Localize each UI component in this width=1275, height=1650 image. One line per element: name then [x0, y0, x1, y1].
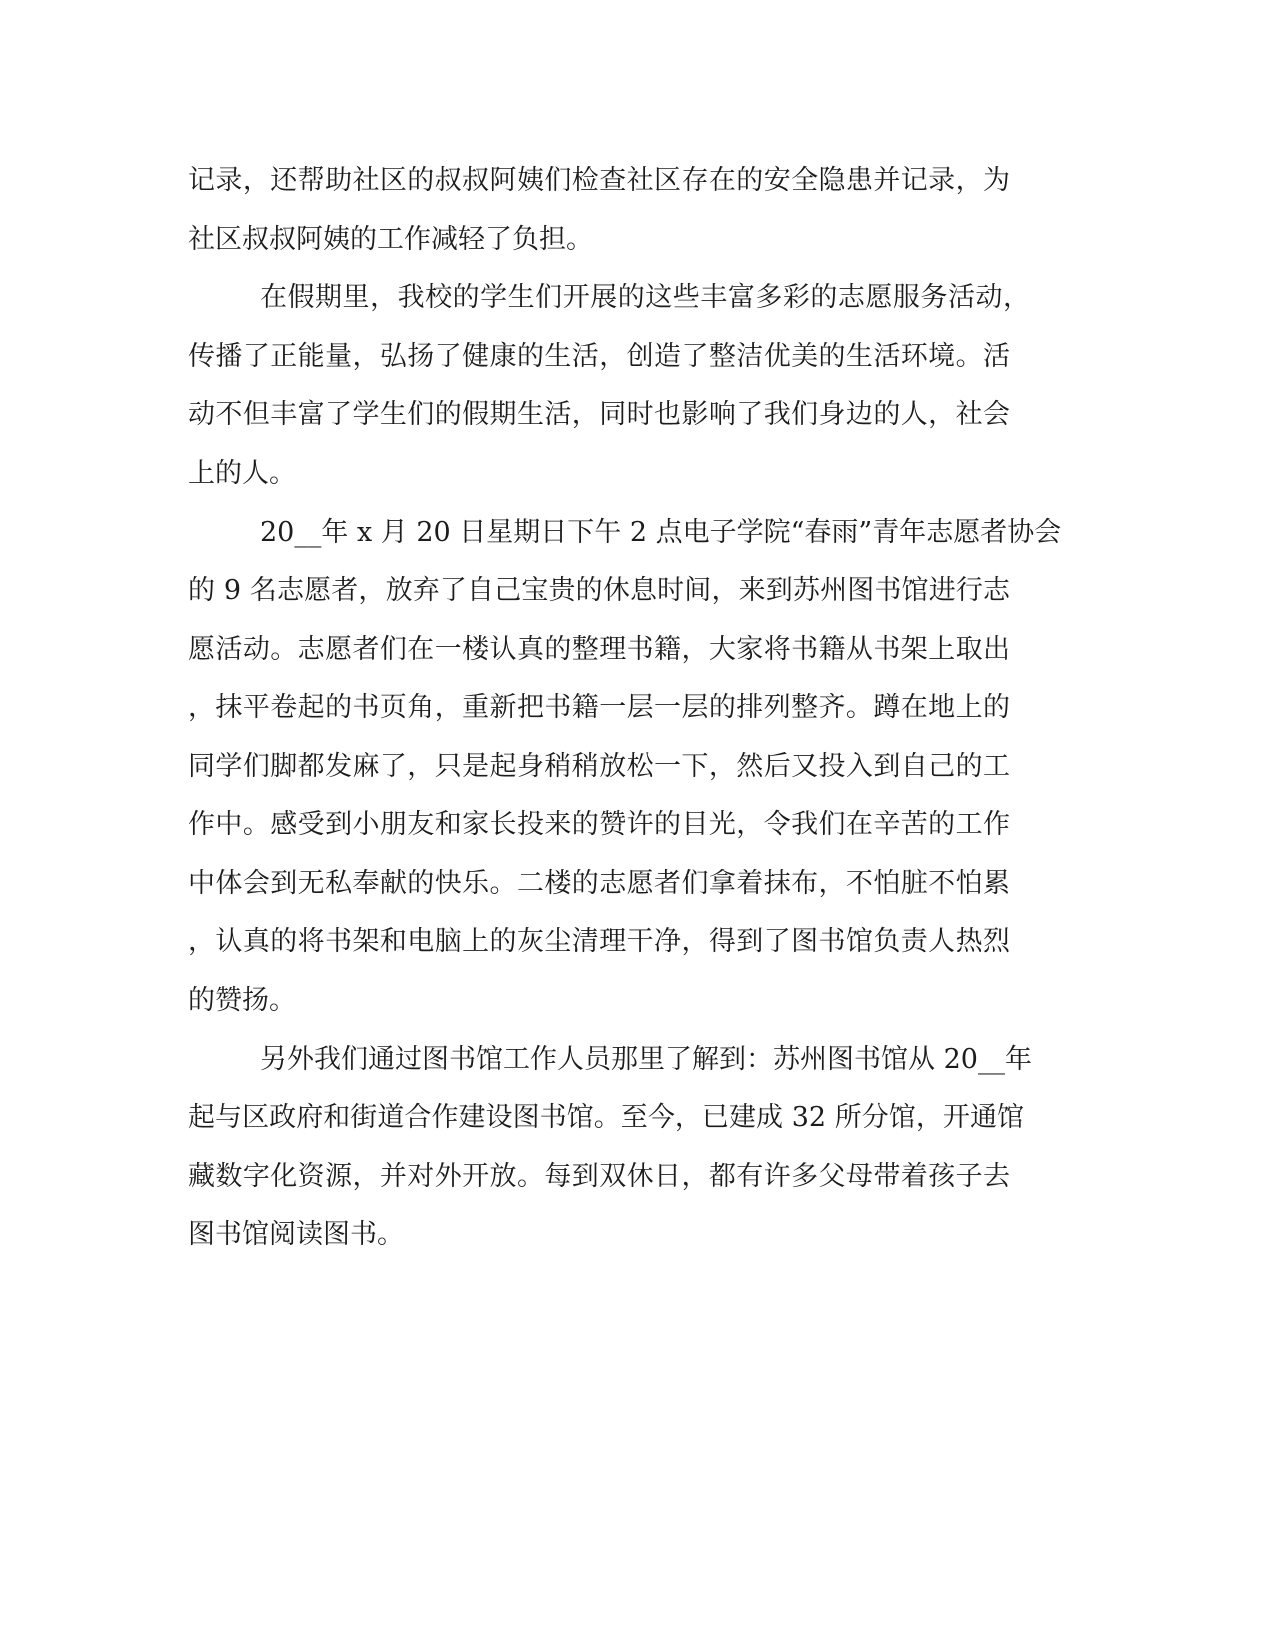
text-line: 社区叔叔阿姨的工作减轻了负担。	[188, 224, 593, 255]
text-line: ，抹平卷起的书页角，重新把书籍一层一层的排列整齐。蹲在地上的	[188, 692, 1010, 723]
text-line: 图书馆阅读图书。	[188, 1219, 404, 1250]
text-line: 愿活动。志愿者们在一楼认真的整理书籍，大家将书籍从书架上取出	[188, 634, 1010, 665]
text-line: 的赞扬。	[188, 985, 296, 1016]
text-line: 传播了正能量，弘扬了健康的生活，创造了整洁优美的生活环境。活	[188, 341, 1010, 372]
text-line: 另外我们通过图书馆工作人员那里了解到：苏州图书馆从 20__年	[260, 1044, 1032, 1075]
text-line: 中体会到无私奉献的快乐。二楼的志愿者们拿着抹布，不怕脏不怕累	[188, 868, 1010, 899]
text-line: 藏数字化资源，并对外开放。每到双休日，都有许多父母带着孩子去	[188, 1161, 1010, 1192]
text-line: 动不但丰富了学生们的假期生活，同时也影响了我们身边的人，社会	[188, 399, 1010, 430]
text-line: 的 9 名志愿者，放弃了自己宝贵的休息时间，来到苏州图书馆进行志	[188, 575, 1010, 606]
text-line: 起与区政府和街道合作建设图书馆。至今，已建成 32 所分馆，开通馆	[188, 1102, 1024, 1133]
text-line: 在假期里，我校的学生们开展的这些丰富多彩的志愿服务活动，	[260, 282, 1030, 313]
text-line: 20__年 x 月 20 日星期日下午 2 点电子学院“春雨”青年志愿者协会	[260, 517, 1062, 548]
text-line: ，认真的将书架和电脑上的灰尘清理干净，得到了图书馆负责人热烈	[188, 926, 1010, 957]
text-line: 同学们脚都发麻了，只是起身稍稍放松一下，然后又投入到自己的工	[188, 751, 1010, 782]
text-line: 作中。感受到小朋友和家长投来的赞许的目光，令我们在辛苦的工作	[188, 809, 1010, 840]
text-line: 记录，还帮助社区的叔叔阿姨们检查社区存在的安全隐患并记录，为	[188, 165, 1010, 196]
text-line: 上的人。	[188, 458, 296, 489]
